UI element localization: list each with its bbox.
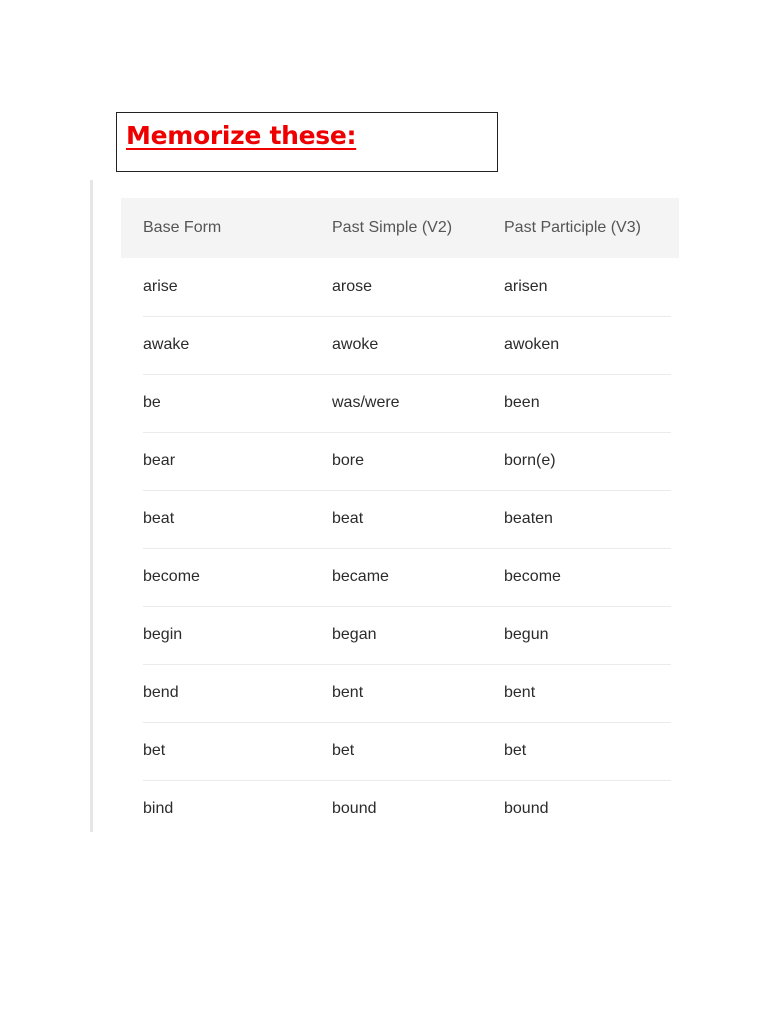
header-past-simple: Past Simple (V2) bbox=[332, 219, 453, 236]
past-simple-cell: began bbox=[332, 606, 504, 664]
past-simple-cell: bet bbox=[332, 722, 504, 780]
base-form-cell: bet bbox=[121, 722, 332, 780]
table-row bbox=[121, 490, 679, 548]
past-participle-cell: become bbox=[504, 548, 679, 606]
past-participle-cell: bent bbox=[504, 664, 679, 722]
page-title: Memorize these: bbox=[126, 121, 357, 150]
past-participle-cell: been bbox=[504, 374, 679, 432]
base-form-cell: bend bbox=[121, 664, 332, 722]
past-simple-cell: bent bbox=[332, 664, 504, 722]
table-header bbox=[121, 198, 679, 258]
past-simple-cell: bore bbox=[332, 432, 504, 490]
irregular-verbs-table bbox=[121, 198, 688, 838]
past-participle-cell: awoken bbox=[504, 316, 679, 374]
past-simple-cell: arose bbox=[332, 277, 373, 295]
base-form-cell: beat bbox=[121, 490, 332, 548]
past-participle-cell: bound bbox=[504, 780, 679, 838]
table-row bbox=[121, 432, 679, 490]
past-participle-cell: born(e) bbox=[504, 432, 679, 490]
base-form-cell: be bbox=[121, 374, 332, 432]
base-form-cell: bear bbox=[121, 432, 332, 490]
table-row bbox=[121, 258, 679, 316]
past-simple-cell: bound bbox=[332, 780, 504, 838]
table-body bbox=[121, 258, 679, 838]
table-row bbox=[121, 374, 679, 432]
past-participle-cell: begun bbox=[504, 606, 679, 664]
verb-table-container bbox=[121, 198, 679, 838]
table-row bbox=[121, 606, 679, 664]
base-form-cell: awake bbox=[121, 316, 332, 374]
past-simple-cell: was/were bbox=[332, 374, 504, 432]
past-simple-cell: beat bbox=[332, 490, 504, 548]
table-row bbox=[121, 548, 679, 606]
past-participle-cell: beaten bbox=[504, 490, 679, 548]
past-participle-cell: bet bbox=[504, 722, 679, 780]
header-base-form: Base Form bbox=[143, 219, 222, 236]
title-box bbox=[116, 112, 498, 172]
base-form-cell: become bbox=[121, 548, 332, 606]
left-rule bbox=[90, 180, 93, 832]
past-simple-cell: awoke bbox=[332, 316, 504, 374]
table-row bbox=[121, 780, 679, 838]
base-form-cell: arise bbox=[143, 278, 178, 295]
header-past-participle: Past Participle (V3) bbox=[504, 219, 641, 236]
table-row bbox=[121, 722, 679, 780]
table-row bbox=[121, 664, 679, 722]
table-row bbox=[121, 316, 679, 374]
past-simple-cell: became bbox=[332, 548, 504, 606]
header-row bbox=[121, 198, 679, 258]
base-form-cell: begin bbox=[121, 606, 332, 664]
past-participle-cell: arisen bbox=[504, 258, 679, 316]
base-form-cell: bind bbox=[121, 780, 332, 838]
